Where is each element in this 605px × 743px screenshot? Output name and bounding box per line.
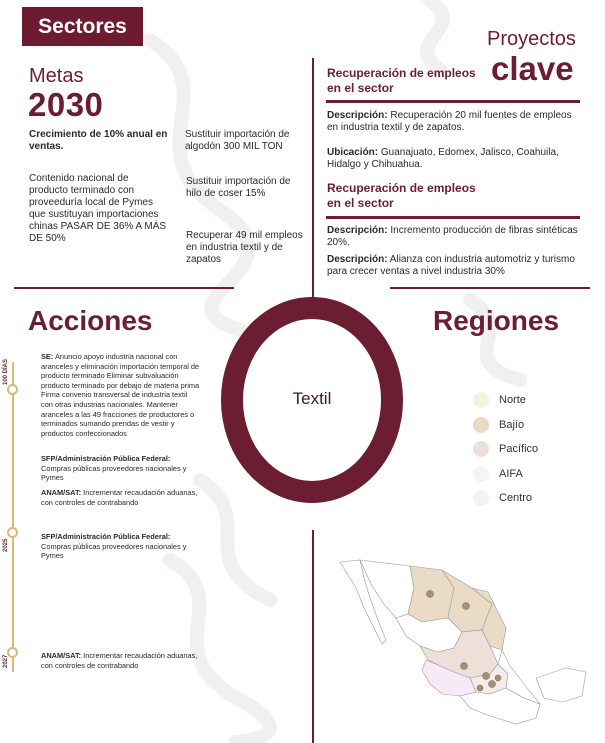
proyecto-heading: Recuperación de empleos en el sector: [327, 66, 476, 95]
proyecto-entry: Descripción: Incremento producción de fibras sintéticas 20%.: [327, 225, 578, 248]
legend-item: Pacífico: [473, 437, 538, 462]
meta-item: Sustituir importación de hilo de coser 15%: [186, 176, 291, 199]
meta-item: Crecimiento de 10% anual en ventas.: [29, 129, 168, 152]
proyecto-separator: [326, 216, 580, 219]
divider-vertical-bottom: [312, 530, 314, 743]
divider-vertical-top: [312, 58, 314, 298]
timeline-period: 2027: [3, 654, 9, 668]
accion-item: ANAM/SAT: Incrementar recaudación aduanas, con controles de contrabando: [41, 651, 198, 670]
accion-item: SFP/Administración Pública Federal: Compras públicas proveedores nacionales y Pymes: [41, 454, 187, 483]
proyecto-heading: Recuperación de empleos en el sector: [327, 181, 476, 210]
timeline-period: 100 DÍAS: [3, 358, 9, 385]
meta-item: Recuperar 49 mil empleos en industria textil y de zapatos: [186, 230, 303, 265]
center-label: Textil: [292, 389, 332, 408]
legend-item: AIFA: [473, 462, 538, 487]
proyecto-separator: [326, 100, 580, 103]
proyecto-entry: Ubicación: Guanajuato, Edomex, Jalisco, Coahuila, Hidalgo y Chihuahua.: [327, 147, 559, 170]
proyectos-title: Proyectos: [487, 28, 576, 50]
metas-year: 2030: [28, 86, 104, 123]
proyectos-subtitle: clave: [491, 50, 574, 87]
legend-item: Norte: [473, 388, 538, 413]
legend-item: Bajío: [473, 413, 538, 438]
accion-item: ANAM/SAT: Incrementar recaudación aduanas, con controles de contrabando: [41, 488, 198, 507]
legend-swatch: [473, 392, 489, 408]
legend-item: Centro: [473, 486, 538, 511]
legend-swatch: [473, 466, 489, 482]
divider-horizontal-right: [390, 287, 590, 289]
legend-swatch: [473, 417, 489, 433]
accion-item: SFP/Administración Pública Federal: Compras públicas proveedores nacionales y Pymes: [41, 532, 187, 561]
timeline-dot: [7, 384, 18, 395]
legend-swatch: [473, 490, 489, 506]
proyecto-entry: Descripción: Recuperación 20 mil fuentes de empleos en industria textil y de zapatos.: [327, 110, 572, 133]
mexico-map: [330, 548, 602, 740]
timeline-period: 2025: [3, 538, 9, 552]
timeline-dot: [7, 527, 18, 538]
meta-item: Contenido nacional de producto terminado con proveeduría local de Pymes que sustituyan importaciones chinas PASAR DE 36% A MÁS DE 50%: [29, 173, 167, 244]
regiones-legend: [473, 388, 538, 511]
divider-horizontal-left: [14, 287, 234, 289]
meta-item: Sustituir importación de algodón 300 MIL TON: [185, 129, 290, 152]
accion-item: SE: Anuncio apoyo industria nacional con aranceles y eliminación importación temporal de producto terminado Eliminar subvaluación producto terminado por debajo de materia prima Firma convenio transversal de industria textil con otras industrias nacionales. Mantener aranceles a las 49 fracciones de productores o terminados sumando prendas de vestir y productos confeccionados: [41, 352, 200, 438]
legend-swatch: [473, 441, 489, 457]
proyecto-entry: Descripción: Alianza con industria automotriz y turismo para crecer ventas a nivel industria 30%: [327, 254, 575, 277]
acciones-title: Acciones: [28, 305, 153, 336]
regiones-title: Regiones: [433, 305, 560, 336]
metas-title: Metas: [29, 65, 84, 87]
sectores-badge: Sectores: [22, 7, 143, 46]
timeline-line: [12, 362, 14, 672]
